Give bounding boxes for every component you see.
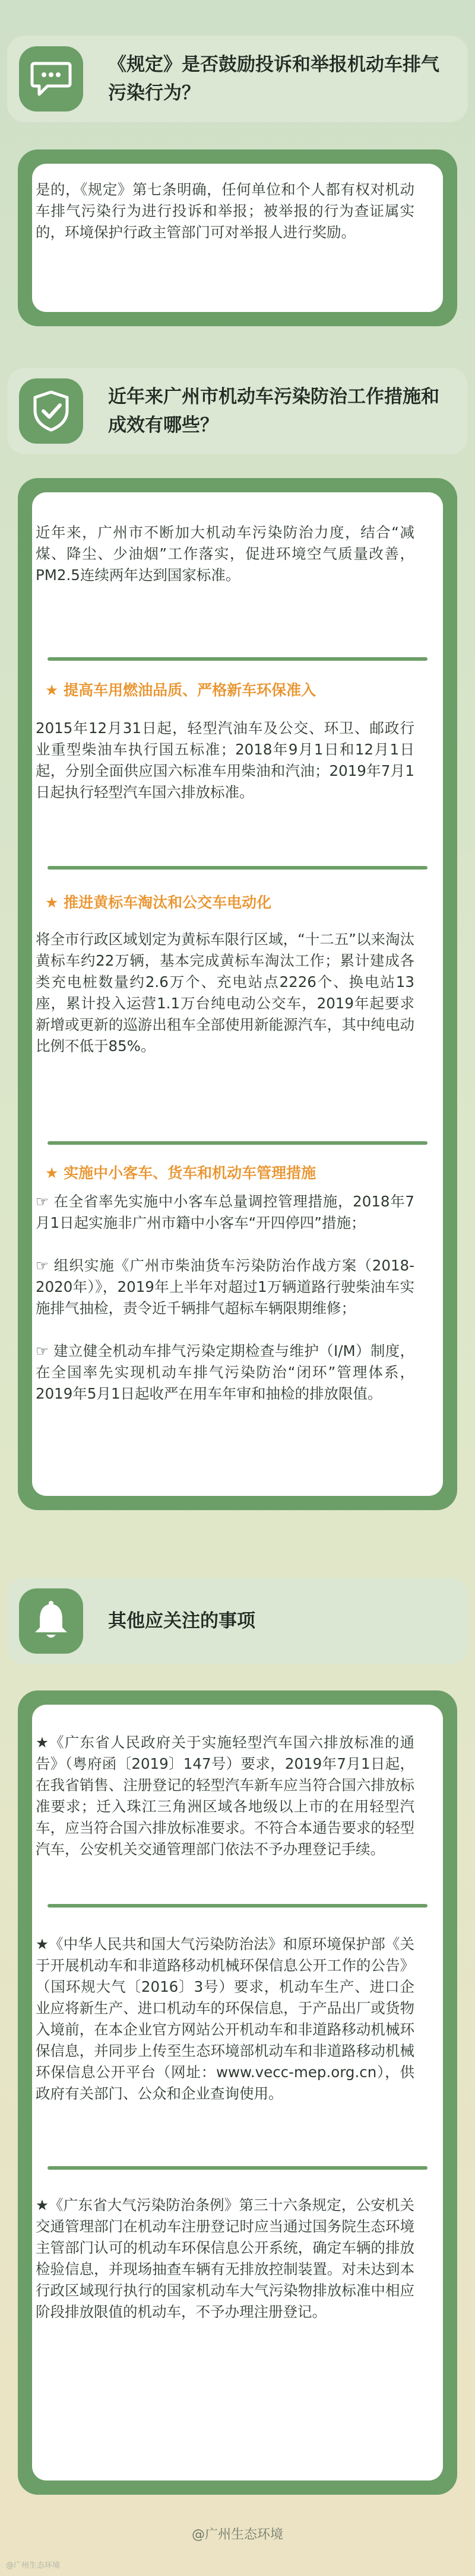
question-card-complaints xyxy=(7,36,468,122)
section-divider xyxy=(48,1904,428,1908)
notice-item: ★《中华人民共和国大气污染防治法》和原环境保护部《关于开展机动车和非道路移动机械环保信息公开工作的公告》（国环规大气〔2016〕3号）要求，机动车生产、进口企业应将新生产、进口机动车的环保信息，于产品出厂或货物入境前，在本企业官方网站公开机动车和非道路移动机械环保信息，并同步上传至生态环境部机动车和非道路移动机械环保信息公开平台（网址：www.vecc-mep.org.cn），供政府有关部门、公众和企业查询使用。 xyxy=(36,1935,414,2102)
list-item: ☞ 建立健全机动车排气污染定期检查与维护（I/M）制度，在全国率先实现机动车排气污染防治“闭环”管理体系，2019年5月1日起收严在用车年审和抽检的排放限值。 xyxy=(36,1342,414,1402)
list-item: ☞ 组织实施《广州市柴油货车污染防治作战方案（2018-2020年）》，2019年上半年对超过1万辆道路行驶柴油车实施排气抽检，责令近千辆排气超标车辆限期维修； xyxy=(36,1257,414,1317)
list-item: ☞ 在全省率先实施中小客车总量调控管理措施，2018年7月1日起实施非广州市籍中小客车“开四停四”措施； xyxy=(36,1193,414,1231)
question-card-measures xyxy=(7,368,468,454)
section-body-yellow-label: 将全市行政区域划定为黄标车限行区域，“十二五”以来淘汰黄标车约22万辆，基本完成黄标车淘汰工作；累计建成各类充电桩数量约2.6万个、充电站点2226个、换电站13座，累计投入运营1.1万台纯电动公交车，2019年起要求新增或更新的巡游出租车全部使用新能源汽车，其中纯电动比例不低于85%。 xyxy=(36,931,414,1055)
question-title: 近年来广州市机动车污染防治工作措施和成效有哪些？ xyxy=(108,386,439,436)
watermark: @广州生态环境 xyxy=(6,2561,61,2570)
section-heading-yellow-label: ★ 推进黄标车淘汰和公交车电动化 xyxy=(45,894,272,911)
notice-item: ★《广东省大气污染防治条例》第三十六条规定，公安机关交通管理部门在机动车注册登记时应当通过国务院生态环境主管部门认可的机动车环保信息公开系统，确定车辆的排放检验信息，并现场抽查车辆有无排放控制装置。对未达到本行政区域现行执行的国家机动车大气污染物排放标准中相应阶段排放限值的机动车，不予办理注册登记。 xyxy=(36,2196,414,2320)
notice-item: ★《广东省人民政府关于实施轻型汽车国六排放标准的通告》（粤府函〔2019〕147号）要求，2019年7月1日起，在我省销售、注册登记的轻型汽车新车应当符合国六排放标准要求；迁入珠江三角洲区域各地级以上市的在用轻型汽车，应当符合国六排放标准要求。不符合本通告要求的轻型汽车，公安机关交通管理部门依法不予办理登记手续。 xyxy=(36,1734,414,1858)
intro-text: 近年来，广州市不断加大机动车污染防治力度，结合“减煤、降尘、少油烟”工作落实，促进环境空气质量改善，PM2.5连续两年达到国家标准。 xyxy=(36,524,414,584)
section-divider xyxy=(48,866,428,870)
chat-bubble-icon xyxy=(19,46,83,112)
question-card-other xyxy=(7,1578,468,1664)
section-heading-management: ★ 实施中小客车、货车和机动车管理措施 xyxy=(45,1164,316,1182)
section-divider xyxy=(48,2166,428,2170)
question-title: 《规定》是否鼓励投诉和举报机动车排气污染行为？ xyxy=(108,54,439,104)
section-divider xyxy=(48,657,428,661)
shield-check-icon xyxy=(19,378,83,444)
source-credit: @广州生态环境 xyxy=(191,2527,283,2542)
section-divider xyxy=(48,1141,428,1145)
section-heading-fuel: ★ 提高车用燃油品质、严格新车环保准入 xyxy=(45,682,316,699)
section-body-fuel: 2015年12月31日起，轻型汽油车及公交、环卫、邮政行业重型柴油车执行国五标准；2018年9月1日和12月1日起，分别全面供应国六标准车用柴油和汽油；2019年7月1日起执行轻型汽车国六排放标准。 xyxy=(36,719,414,801)
question-title: 其他应关注的事项 xyxy=(108,1610,255,1632)
bell-icon xyxy=(19,1588,83,1654)
answer-text: 是的，《规定》第七条明确，任何单位和个人都有权对机动车排气污染行为进行投诉和举报；被举报的行为查证属实的，环境保护行政主管部门可对举报人进行奖励。 xyxy=(36,181,414,241)
